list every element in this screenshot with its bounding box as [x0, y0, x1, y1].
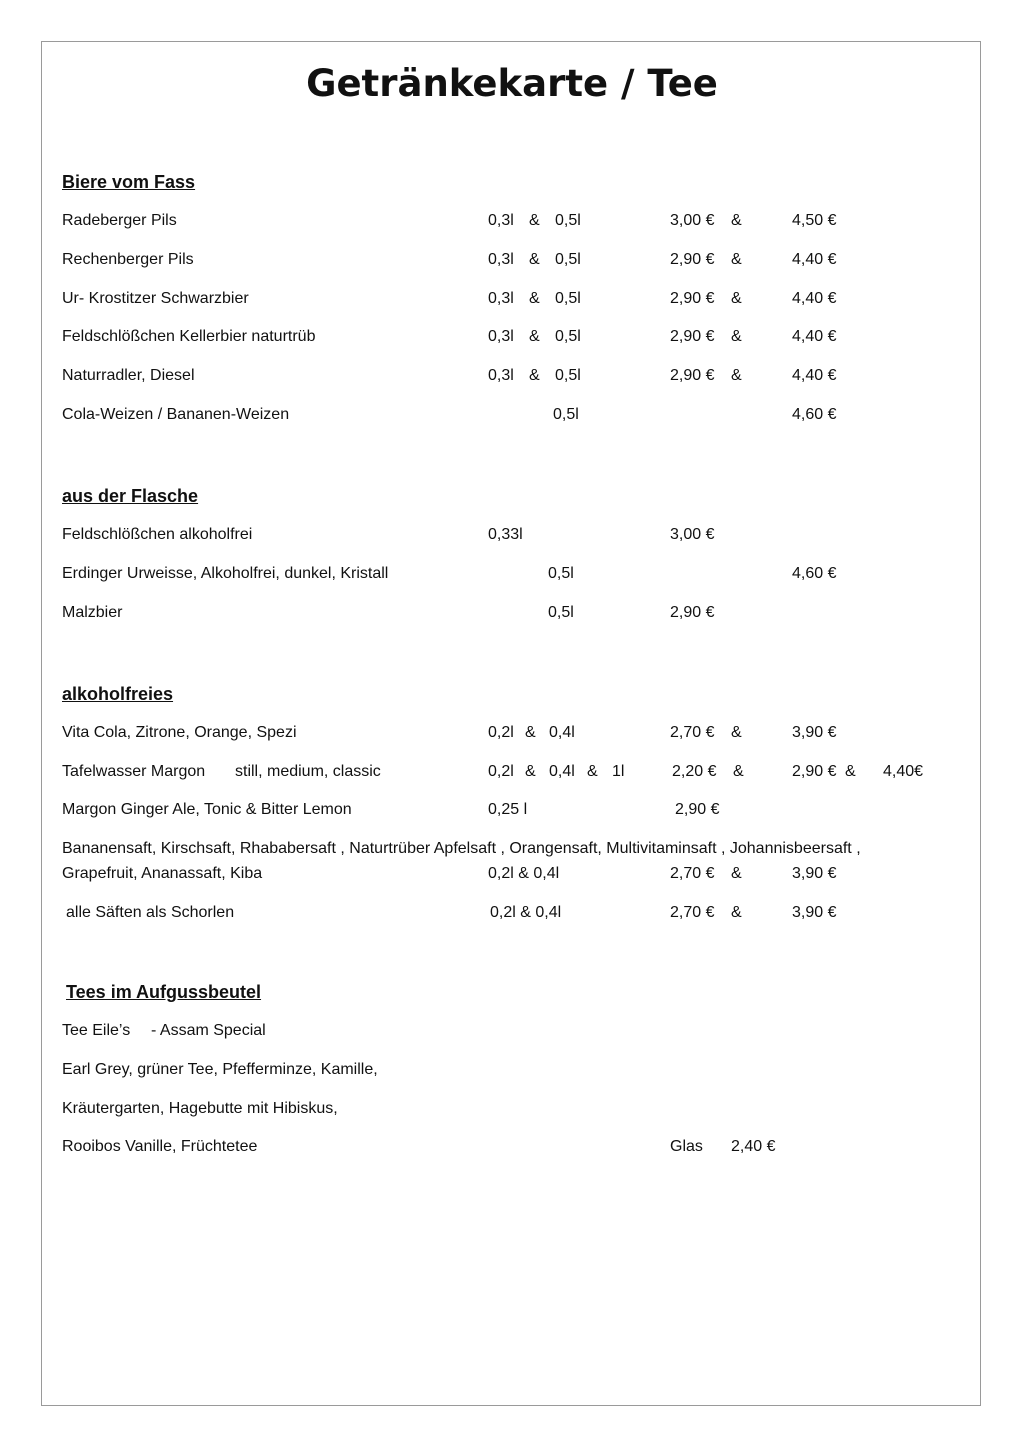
price: 4,60 € — [792, 406, 837, 423]
price: 2,90 € — [670, 367, 715, 384]
price: 2,90 € — [792, 763, 837, 780]
volume: 0,5l — [548, 604, 574, 621]
ampersand: & — [731, 212, 742, 229]
glas-label: Glas — [670, 1138, 703, 1155]
volume: 0,3l — [488, 367, 514, 384]
tea-line: Tee Eile’s — [62, 1022, 131, 1039]
item-name: Tafelwasser Margon — [62, 763, 206, 780]
volume: 0,2l — [488, 724, 514, 741]
price: 4,40 € — [792, 367, 837, 384]
price: 4,50 € — [792, 212, 837, 229]
price: 2,20 € — [672, 763, 717, 780]
item-name: Vita Cola, Zitrone, Orange, Spezi — [62, 724, 297, 741]
price: 3,90 € — [792, 865, 837, 882]
item-name: alle Säften als Schorlen — [66, 904, 235, 921]
price: 4,40€ — [883, 763, 924, 780]
volume: 0,5l — [553, 406, 579, 423]
volume: 0,4l — [549, 724, 575, 741]
ampersand: & — [731, 290, 742, 307]
item-name: Radeberger Pils — [62, 212, 177, 229]
item-name: Ur- Krostitzer Schwarzbier — [62, 290, 249, 307]
ampersand: & — [525, 724, 536, 741]
price: 2,90 € — [670, 251, 715, 268]
page-title: Getränkekarte / Tee — [306, 62, 718, 105]
item-name: Malzbier — [62, 604, 123, 621]
ampersand: & — [529, 328, 540, 345]
price: 4,40 € — [792, 328, 837, 345]
volume: 0,5l — [548, 565, 574, 582]
section-heading-alkoholfrei: alkoholfreies — [62, 684, 174, 704]
item-name: Feldschlößchen alkoholfrei — [62, 526, 253, 543]
volume: 0,25 l — [488, 801, 528, 818]
price: 2,40 € — [731, 1138, 776, 1155]
juice-list: Bananensaft, Kirschsaft, Rhababersaft , Naturtrüber Apfelsaft , Orangensaft, Multivitaminsaft , Johannisbeersaft , — [62, 840, 861, 857]
ampersand: & — [733, 763, 744, 780]
ampersand: & — [529, 367, 540, 384]
volume: 0,33l — [488, 526, 523, 543]
volume: 0,3l — [488, 328, 514, 345]
price: 2,70 € — [670, 865, 715, 882]
price: 2,90 € — [670, 290, 715, 307]
volume: 0,3l — [488, 212, 514, 229]
volume: 0,2l — [488, 763, 514, 780]
item-name: Erdinger Urweisse, Alkoholfrei, dunkel, Kristall — [62, 565, 389, 582]
price: 2,90 € — [675, 801, 720, 818]
tea-line: Earl Grey, grüner Tee, Pfefferminze, Kamille, — [62, 1061, 378, 1078]
ampersand: & — [731, 904, 742, 921]
price: 2,90 € — [670, 328, 715, 345]
item-name: Margon Ginger Ale, Tonic & Bitter Lemon — [62, 801, 352, 818]
price: 2,70 € — [670, 724, 715, 741]
section-heading-tees: Tees im Aufgussbeutel — [66, 982, 262, 1002]
ampersand: & — [731, 865, 742, 882]
tea-line: Kräutergarten, Hagebutte mit Hibiskus, — [62, 1100, 338, 1117]
price: 4,40 € — [792, 290, 837, 307]
volume: 0,2l & 0,4l — [488, 865, 560, 882]
volume: 0,5l — [555, 328, 581, 345]
ampersand: & — [731, 367, 742, 384]
volume: 0,2l & 0,4l — [490, 904, 562, 921]
price: 3,90 € — [792, 724, 837, 741]
ampersand: & — [731, 251, 742, 268]
price: 2,70 € — [670, 904, 715, 921]
item-name: Feldschlößchen Kellerbier naturtrüb — [62, 328, 316, 345]
ampersand: & — [529, 290, 540, 307]
section-heading-biere: Biere vom Fass — [62, 172, 196, 192]
volume: 0,3l — [488, 290, 514, 307]
item-name: Grapefruit, Ananassaft, Kiba — [62, 865, 263, 882]
volume: 0,4l — [549, 763, 575, 780]
tea-special: - Assam Special — [151, 1022, 266, 1039]
price: 3,90 € — [792, 904, 837, 921]
item-name: Rechenberger Pils — [62, 251, 194, 268]
volume: 0,5l — [555, 251, 581, 268]
volume: 1l — [612, 763, 625, 780]
item-variants: still, medium, classic — [235, 763, 381, 780]
ampersand: & — [731, 724, 742, 741]
tea-line: Rooibos Vanille, Früchtetee — [62, 1138, 258, 1155]
price: 3,00 € — [670, 526, 715, 543]
ampersand: & — [525, 763, 536, 780]
price: 4,60 € — [792, 565, 837, 582]
price: 3,00 € — [670, 212, 715, 229]
ampersand: & — [587, 763, 598, 780]
item-name: Naturradler, Diesel — [62, 367, 195, 384]
section-heading-flasche: aus der Flasche — [62, 486, 199, 506]
ampersand: & — [845, 763, 856, 780]
price: 4,40 € — [792, 251, 837, 268]
volume: 0,5l — [555, 367, 581, 384]
ampersand: & — [529, 251, 540, 268]
item-name: Cola-Weizen / Bananen-Weizen — [62, 406, 290, 423]
price: 2,90 € — [670, 604, 715, 621]
volume: 0,5l — [555, 212, 581, 229]
ampersand: & — [529, 212, 540, 229]
ampersand: & — [731, 328, 742, 345]
volume: 0,3l — [488, 251, 514, 268]
volume: 0,5l — [555, 290, 581, 307]
